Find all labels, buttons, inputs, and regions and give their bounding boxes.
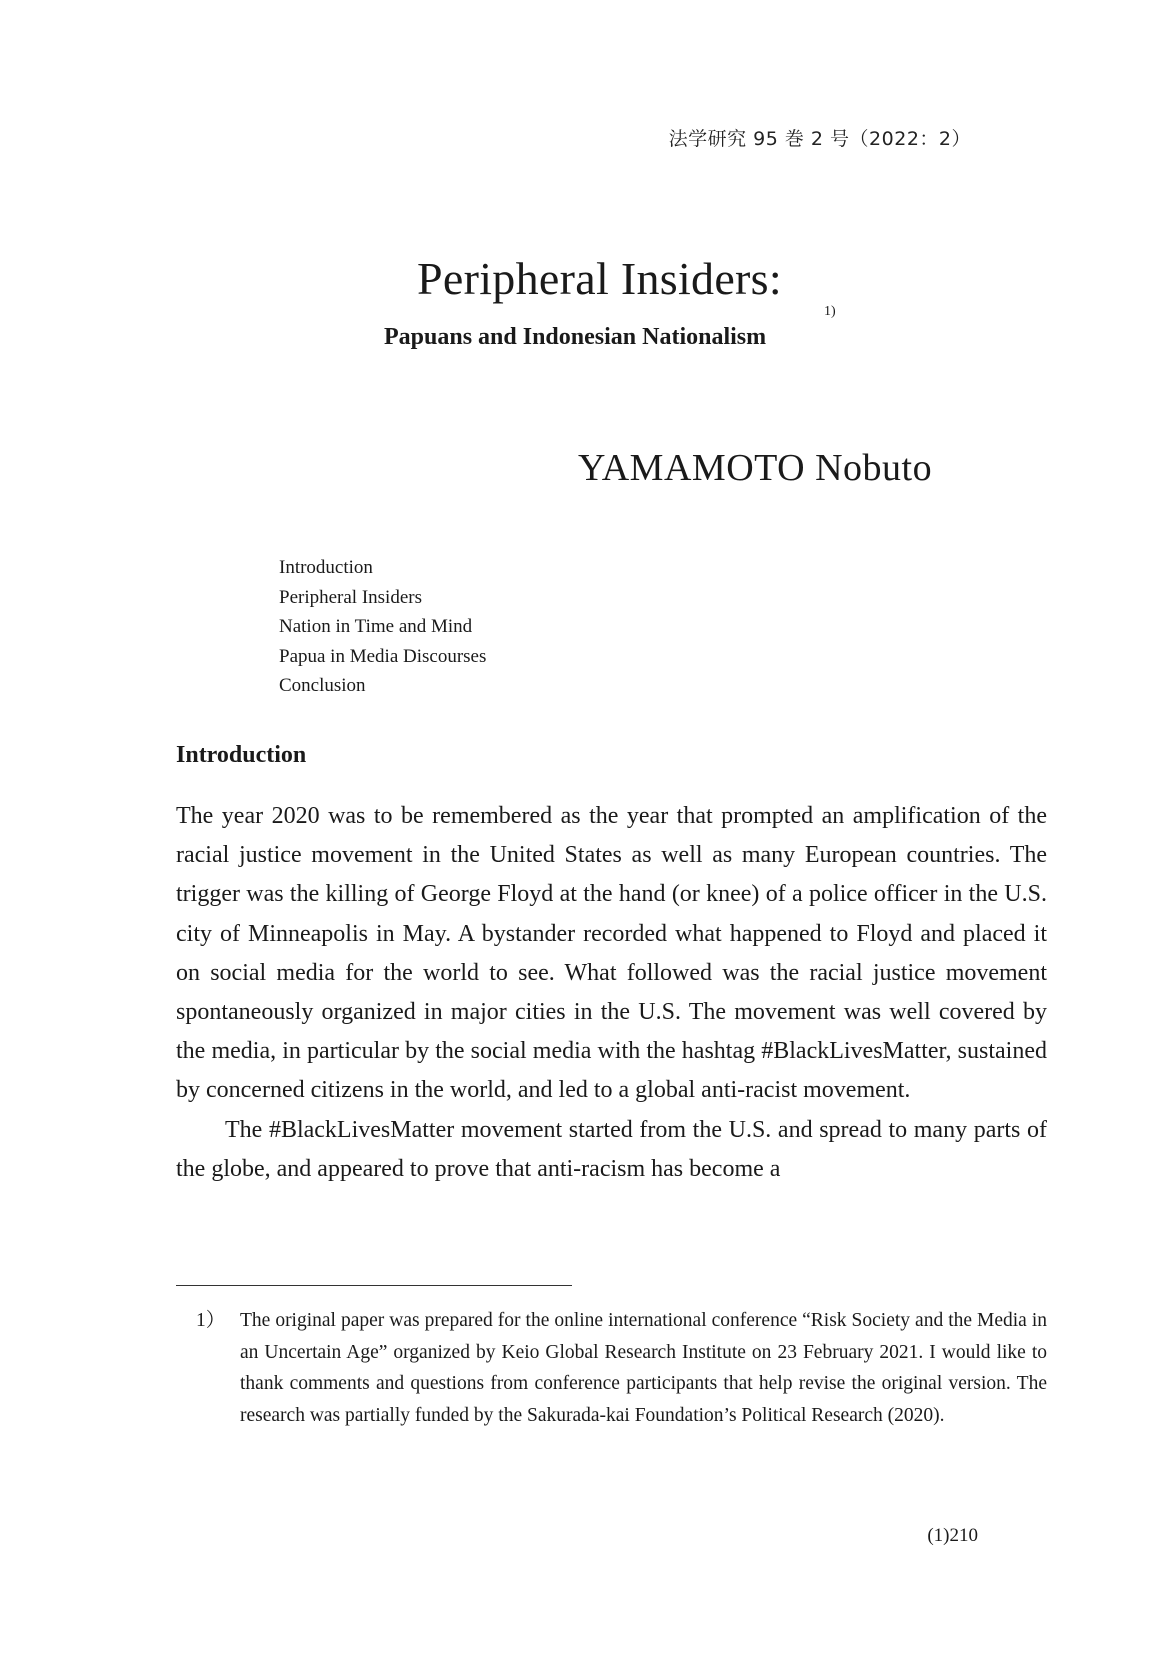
toc-item-nation-in-time-and-mind: Nation in Time and Mind: [279, 616, 473, 637]
footnote-number: 1）: [196, 1310, 226, 1331]
toc-item-conclusion: Conclusion: [279, 675, 366, 696]
journal-citation: 法学研究 95 巻 2 号（2022：2）: [668, 128, 971, 150]
toc-item-peripheral-insiders: Peripheral Insiders: [279, 586, 422, 608]
footnote-text: The original paper was prepared for the online international conference “Risk Society and the Media in an Uncertain Age” organized by Keio Global Research Institute on 23 February 2021. I would like to thank comments and questions from conference participants that help revise the original version. The research was partially funded by the Sakurada-kai Foundation’s Political Research (2020).: [240, 1310, 1047, 1426]
article-subtitle: Papuans and Indonesian Nationalism: [384, 324, 767, 350]
author-name: YAMAMOTO Nobuto: [578, 447, 933, 489]
table-of-contents: [279, 553, 486, 701]
toc-item-papua-in-media-discourses: Papua in Media Discourses: [279, 645, 487, 667]
article-title: Peripheral Insiders:: [417, 253, 782, 304]
paragraph-2: The #BlackLivesMatter movement started from the U.S. and spread to many parts of the globe, and appeared to prove that anti-racism has become a: [176, 1116, 1047, 1182]
section-heading: Introduction: [176, 742, 307, 768]
footnote-divider: [176, 1285, 572, 1286]
page-number: (1)210: [927, 1525, 978, 1546]
title-footnote-marker[interactable]: 1): [824, 304, 836, 319]
footnote-1: [196, 1305, 1047, 1431]
section-body: [176, 797, 1047, 1189]
paragraph-1: The year 2020 was to be remembered as the year that prompted an amplification of the racial justice movement in the United States as well as many European countries. The trigger was the killing of George Floyd at the hand (or knee) of a police officer in the U.S. city of Minneapolis in May. A bystander recorded what happened to Floyd and placed it on social media for the world to see. What followed was the racial justice movement spontaneously organized in major cities in the U.S. The movement was well covered by the media, in particular by the social media with the hashtag #BlackLivesMatter, sustained by concerned citizens in the world, and led to a global anti-racist movement.: [176, 803, 1047, 1104]
toc-item-introduction: Introduction: [279, 557, 373, 578]
